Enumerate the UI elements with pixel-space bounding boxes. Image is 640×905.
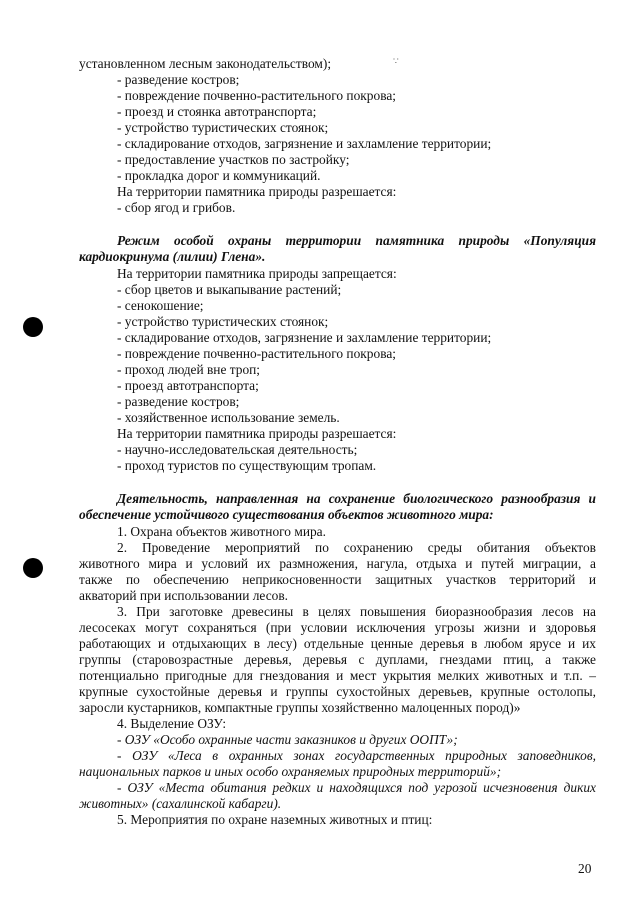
page-number: 20 — [578, 861, 592, 876]
text-line: 5. Мероприятия по охране наземных животных и птиц: — [117, 812, 433, 827]
list-item: - проход туристов по существующим тропам. — [117, 458, 377, 473]
paragraph-line: 2. Проведение мероприятий по сохранению среды обитания объектов — [117, 540, 596, 555]
paragraph-line: акваторий при использовании лесов. — [79, 588, 289, 603]
list-item: - повреждение почвенно-растительного покрова; — [117, 346, 396, 361]
text-line: 1. Охрана объектов животного мира. — [117, 524, 326, 539]
list-item: - предоставление участков по застройку; — [117, 152, 350, 167]
paragraph-line: 3. При заготовке древесины в целях повышения биоразнообразия лесов на — [117, 604, 596, 619]
text-line: На территории памятника природы запрещается: — [117, 266, 397, 281]
text-line: На территории памятника природы разрешается: — [117, 184, 397, 199]
text-line: установленном лесным законодательством); — [79, 56, 332, 71]
ozu-item: - ОЗУ «Леса в охранных зонах государственных природных заповедников, — [117, 748, 596, 763]
list-item: - проезд автотранспорта; — [117, 378, 259, 393]
paragraph-line: крупные сухостойные деревья и группы сухостойных деревьев, крупные остолопы, — [79, 684, 596, 699]
paragraph-line: лесосеках могут сохраняться (при условии исключения угрозы жизни и здоровья — [79, 620, 596, 635]
paragraph-line: потенциально пригодные для гнездования и мест укрытия мелких животных и т.п. – — [79, 668, 596, 683]
ozu-item: животных» (сахалинской кабарги). — [79, 796, 282, 811]
section-heading-lily: Режим особой охраны территории памятника природы «Популяция — [117, 233, 596, 248]
list-item: - устройство туристических стоянок; — [117, 120, 329, 135]
list-item: - сбор ягод и грибов. — [117, 200, 236, 215]
list-item: - устройство туристических стоянок; — [117, 314, 329, 329]
text-line: 4. Выделение ОЗУ: — [117, 716, 227, 731]
paragraph-line: группы (старовозрастные деревья, деревья с дуплами, гнездами птиц, а также — [79, 652, 596, 667]
list-item: - повреждение почвенно-растительного покрова; — [117, 88, 396, 103]
list-item: - научно-исследовательская деятельность; — [117, 442, 358, 457]
scan-speck: ∵ — [393, 56, 399, 66]
list-item: - хозяйственное использование земель. — [117, 410, 340, 425]
ozu-item: национальных парков и иных особо охраняемых природных территорий»; — [79, 764, 502, 779]
punch-hole-top — [23, 317, 43, 337]
paragraph-line: животного мира и условий их размножения, нагула, отдыха и путей миграции, а — [79, 556, 596, 571]
list-item: - складирование отходов, загрязнение и захламление территории; — [117, 136, 492, 151]
text-line: На территории памятника природы разрешается: — [117, 426, 397, 441]
list-item: - проезд и стоянка автотранспорта; — [117, 104, 317, 119]
section-heading-biodiversity: Деятельность, направленная на сохранение биологического разнообразия и — [117, 491, 596, 506]
section-heading-biodiversity: обеспечение устойчивого существования объектов животного мира: — [79, 507, 494, 522]
paragraph-line: также по обеспечению неприкосновенности защитных участков территорий и — [79, 572, 596, 587]
paragraph-line: работающих и отдыхающих в лесу) отдельные ценные деревья в любом ярусе и их — [79, 636, 596, 651]
list-item: - разведение костров; — [117, 394, 240, 409]
paragraph-line: заросли кустарников, компактные группы хозяйственно малоценных пород)» — [79, 700, 521, 715]
list-item: - прокладка дорог и коммуникаций. — [117, 168, 321, 183]
list-item: - разведение костров; — [117, 72, 240, 87]
ozu-item: - ОЗУ «Особо охранные части заказников и других ООПТ»; — [117, 732, 458, 747]
list-item: - проход людей вне троп; — [117, 362, 261, 377]
ozu-item: - ОЗУ «Места обитания редких и находящихся под угрозой исчезновения диких — [117, 780, 596, 795]
list-item: - сенокошение; — [117, 298, 204, 313]
list-item: - сбор цветов и выкапывание растений; — [117, 282, 342, 297]
list-item: - складирование отходов, загрязнение и захламление территории; — [117, 330, 492, 345]
section-heading-lily: кардиокринума (лилии) Глена». — [79, 249, 266, 264]
punch-hole-bottom — [23, 558, 43, 578]
